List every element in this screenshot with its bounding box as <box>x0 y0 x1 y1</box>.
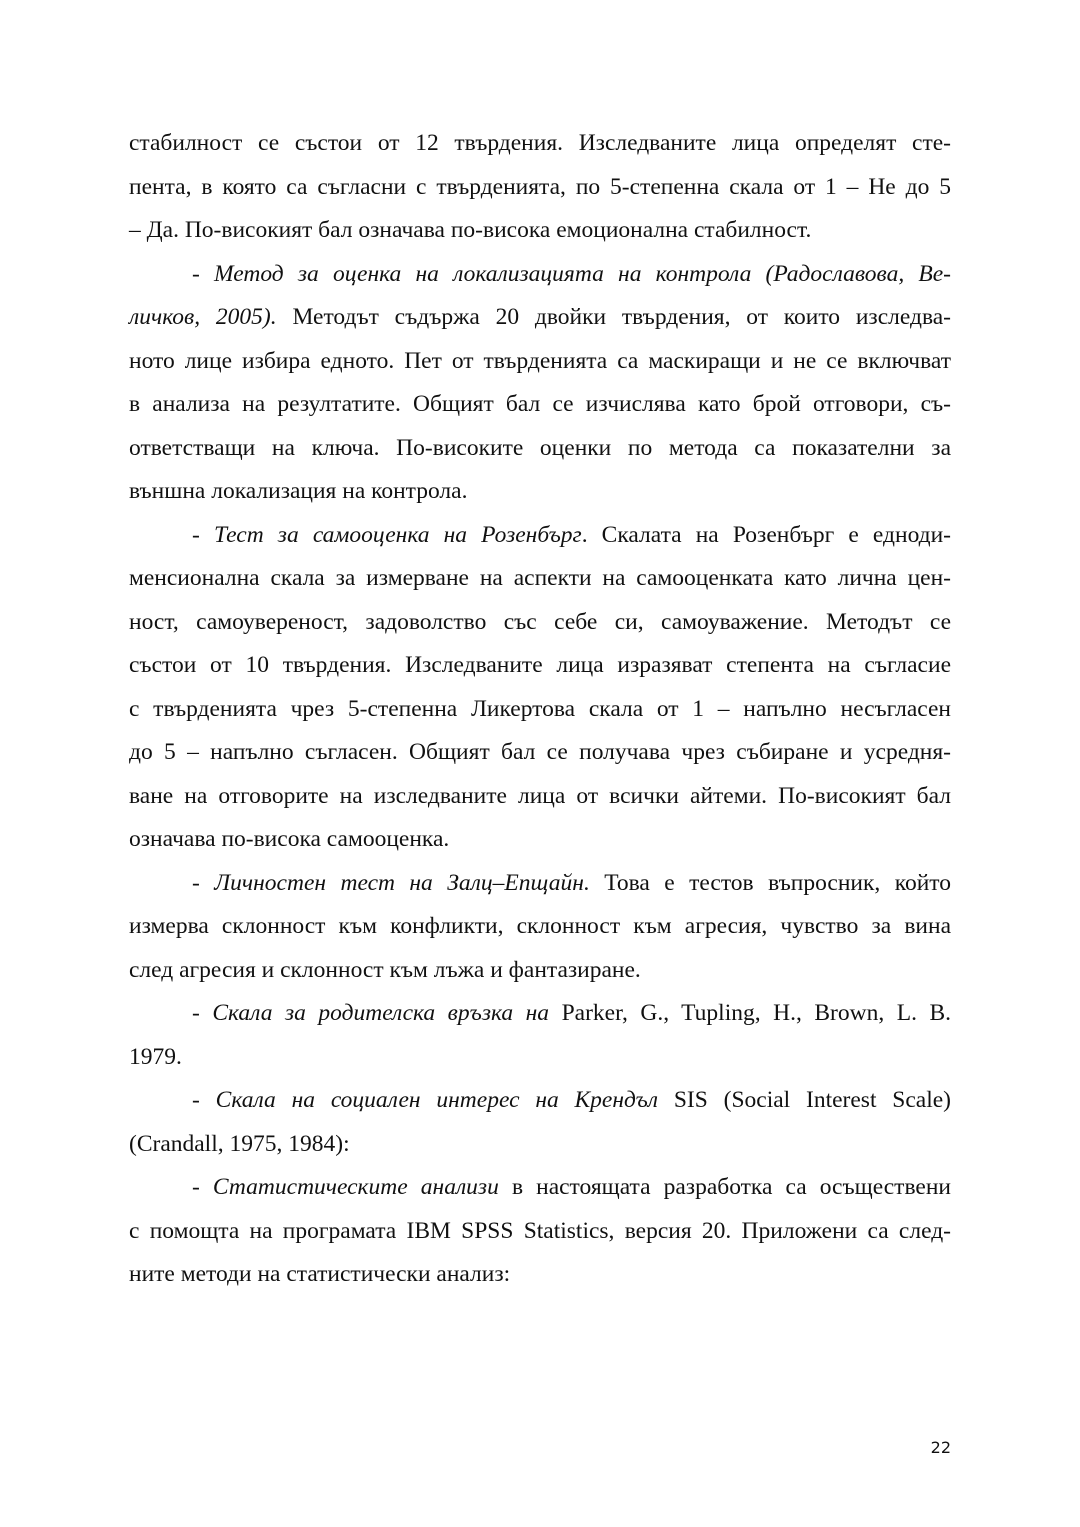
text-line: пента, в която са съгласни с твърденията, по 5-степенна скала от 1 – Не до 5 <box>129 173 951 200</box>
page-body <box>129 122 951 1297</box>
text-span: SIS (Social Interest Scale) <box>658 1087 952 1113</box>
page-number: 22 <box>930 1438 951 1457</box>
list-dash: - <box>192 1174 213 1200</box>
text-span: . Скалата на Розенбърг е едноди- <box>581 521 951 548</box>
paragraph-social-interest <box>129 1079 951 1166</box>
text-line: (Crandall, 1975, 1984): <box>129 1130 350 1157</box>
text-line: - Метод за оценка на локализацията на контрола (Радославова, Ве- <box>192 260 951 287</box>
method-title: Скала за родителска връзка на <box>212 1000 550 1026</box>
text-line <box>129 296 951 340</box>
paragraph-parental-bonding <box>129 992 951 1079</box>
method-title: личков, 2005). <box>129 304 277 330</box>
text-span: Методът съдържа 20 двойки твърдения, от които изследва- <box>276 304 951 330</box>
method-title: Скала на социален интерес на Крендъл <box>215 1087 659 1113</box>
paragraph-locus-of-control <box>129 253 951 514</box>
paragraph-emotional-stability <box>129 122 951 253</box>
text-line: ност, самоувереност, задоволство със себе си, самоуважение. Методът се <box>129 608 951 635</box>
text-line: с помощта на програмата IBM SPSS Statistics, версия 20. Приложени са след- <box>129 1217 951 1244</box>
text-span: Parker, G., Tupling, H., Brown, L. B. <box>549 1000 951 1026</box>
paragraph-salz-epstein <box>129 862 951 993</box>
method-title: Личностен тест на Залц–Епщайн. <box>214 869 590 896</box>
text-line <box>129 1079 951 1123</box>
text-line: 1979. <box>129 1043 182 1070</box>
text-line: означава по-висока самооценка. <box>129 826 450 852</box>
list-dash: - <box>192 521 214 548</box>
text-line: до 5 – напълно съгласен. Общият бал се получава чрез събиране и усредня- <box>129 739 951 765</box>
text-line: ответстващи на ключа. По-високите оценки по метода са показателни за <box>129 434 951 461</box>
text-line: ване на отговорите на изследваните лица от всички айтеми. По-високият бал <box>129 782 951 809</box>
text-span: Това е тестов въпросник, който <box>589 869 951 896</box>
list-dash: - <box>192 1087 216 1113</box>
text-line <box>129 862 951 906</box>
method-title: Тест за самооценка на Розенбърг <box>213 521 582 548</box>
list-dash: - <box>192 1000 213 1026</box>
text-line: в анализа на резултатите. Общият бал се изчислява като брой отговори, съ- <box>129 391 951 417</box>
text-line: с твърденията чрез 5-степенна Ликертова скала от 1 – напълно несъгласен <box>129 695 951 722</box>
text-line: състои от 10 твърдения. Изследваните лица изразяват степента на съгласие <box>129 652 951 678</box>
text-line: измерва склонност към конфликти, склонност към агресия, чувство за вина <box>129 913 951 939</box>
text-line: външна локализация на контрола. <box>129 478 468 504</box>
text-line: ните методи на статистически анализ: <box>129 1261 511 1287</box>
text-line: стабилност се състои от 12 твърдения. Изследваните лица определят сте- <box>129 130 951 156</box>
text-line: след агресия и склонност към лъжа и фантазиране. <box>129 956 641 983</box>
text-span: в настоящата разработка са осъществени <box>498 1174 951 1200</box>
text-line: ното лице избира едното. Пет от твърденията са маскиращи и не се включват <box>129 347 951 374</box>
text-line <box>129 1166 951 1210</box>
text-line <box>129 514 951 558</box>
text-line: – Да. По-високият бал означава по-висока емоционална стабилност. <box>129 217 812 243</box>
list-dash: - <box>192 869 215 896</box>
method-title: Статистическите анализи <box>212 1174 499 1200</box>
paragraph-statistical-analyses <box>129 1166 951 1297</box>
text-line <box>129 992 951 1036</box>
text-line: менсионална скала за измерване на аспекти на самооценката като лична цен- <box>129 565 951 591</box>
paragraph-rosenberg <box>129 514 951 862</box>
